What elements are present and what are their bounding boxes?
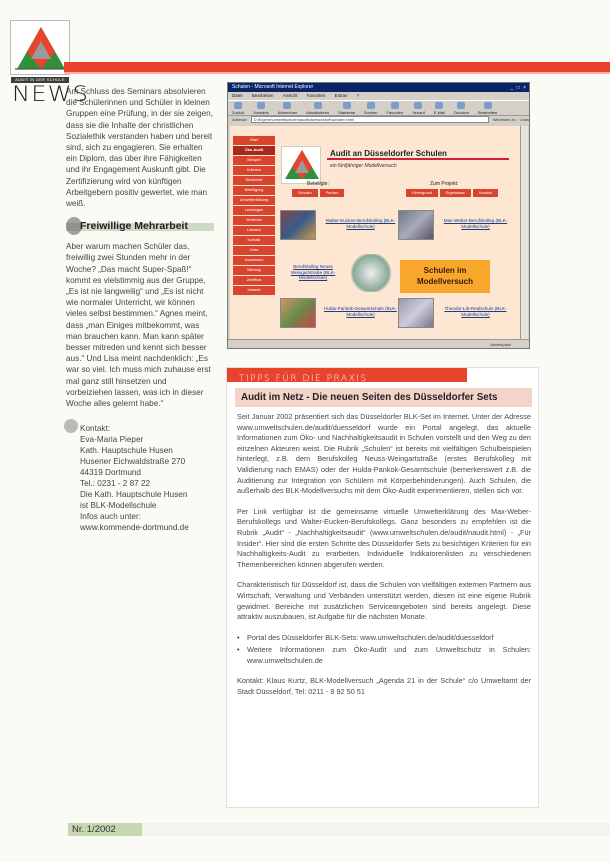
site-nav-item: Öko-Audit <box>233 146 275 155</box>
contact-line: 44319 Dortmund <box>80 468 141 478</box>
site-logo <box>281 146 321 184</box>
site-nav-item: Umwelterklärung <box>233 196 275 205</box>
beteiligte-label: Beteiligte: <box>307 181 329 187</box>
contact-line: ist BLK-Modellschule <box>80 501 157 511</box>
edit-icon <box>484 102 492 109</box>
projekt-label: Zum Projekt: <box>430 181 459 187</box>
address-field: D:\Eigene\umweltschulen\audit\duesseldorf\schulen.html <box>251 116 489 123</box>
site-nav-item: Zertifikat <box>233 276 275 285</box>
triangle-logo-icon <box>11 21 71 76</box>
toolbar-button: Bearbeiten <box>478 102 497 115</box>
tipps-headline: Audit im Netz - Die neuen Seiten des Düsseldorfer Sets <box>235 388 532 407</box>
header-red-band <box>64 62 610 72</box>
site-button: Kontakt <box>473 189 498 197</box>
site-nav-item: Start <box>233 136 275 145</box>
contact-block <box>66 419 214 533</box>
links-label: Links <box>519 117 529 122</box>
home-icon <box>343 102 351 109</box>
site-nav-item: Kontakt <box>233 236 275 245</box>
site-nav-item: Kriterien <box>233 166 275 175</box>
highlight-box: Schulen im Modellversuch <box>400 260 490 293</box>
school-link: Max-Weber-Berufskolleg (BLK-Modellschule) <box>443 218 508 229</box>
site-title: Audit an Düsseldorfer Schulen <box>330 149 447 158</box>
window-controls: _ □ × <box>510 85 527 91</box>
tipps-contact: Kontakt: Klaus Kurtz, BLK-Modellversuch „Agenda 21 in der Schule“ c/o Umweltamt der Stadt Düsseldorf, Tel: 0211 - 8 92 50 51 <box>237 676 531 697</box>
contact-line: Kontakt: <box>80 424 111 434</box>
site-nav-item: Beispiel <box>233 156 275 165</box>
site-nav-item: Sicherheit <box>233 176 275 185</box>
status-right: Arbeitsplatz <box>490 342 511 347</box>
contact-line: Husener Eichwaldstraße 270 <box>80 457 186 467</box>
menu-item: Datei <box>232 93 243 98</box>
projekt-buttons <box>406 189 498 197</box>
site-nav-item: Beteiligung <box>233 186 275 195</box>
tipps-paragraph: Per Link verfügbar ist die gemeinsame virtuelle Umwelterklärung des Max-Weber-Berufskollegs und Walter-Eucken-Berufskollegs. Ganz besonders zu empfehlen ist die Rubrik „Audit“ - „Nachhaltigkeitsaudit“ (www.umweltschulen.de/audit/naudit.html) - „Für Insider“. Hier sind die ersten Schritte des Düsseldorfer Sets zu besichtigen Kriterien für ein Nachhaltigkeits-Audit zu erarbeiten. Individuelle Indikatorenlisten zu verschiedenen Themenbereichen können abgerufen werden. <box>237 506 531 569</box>
site-subtitle: ein fünfjähriger Modellversuch <box>330 163 397 169</box>
list-item: • Weitere Informationen zum Öko-Audit und zum Umweltschutz in Schulen: www.umweltschulen.de <box>237 645 531 666</box>
tipps-paragraph: Charakteristisch für Düsseldorf ist, dass die Schulen von vielfältigen externen Partnern aus Wirtschaft, Verwaltung und Verbänden unterstützt werden, diesen ist eine eigene Rubrik gewidmet. Bereiche mit zusätzlichen Serviceangeboten sind bereits angelegt. Diese attraktiv auszubauen, ist Aufgabe für die nächsten Monate. <box>237 580 531 622</box>
site-button: Ergebnisse <box>440 189 471 197</box>
audit-logo <box>10 20 70 75</box>
tipps-banner <box>227 368 467 382</box>
toolbar-button: Abbrechen <box>278 102 297 115</box>
toolbar-button: Favoriten <box>387 102 404 115</box>
site-nav <box>233 136 275 296</box>
site-nav-item: Verfahren <box>233 216 275 225</box>
toolbar-button: Zurück <box>232 102 244 115</box>
site-button: Hintergrund <box>406 189 438 197</box>
menu-item: Ansicht <box>282 93 298 98</box>
footer-band <box>142 823 610 836</box>
site-nav-item: Links <box>233 246 275 255</box>
logo-caption: AUDIT IN DER SCHULE <box>11 77 69 83</box>
title-rule <box>327 158 509 160</box>
site-nav-item: Leistungen <box>233 206 275 215</box>
tipps-banner-text: TIPPS FÜR DIE PRAXIS <box>239 374 368 384</box>
tipps-paragraph: Seit Januar 2002 präsentiert sich das Düsseldorfer BLK-Set im Internet. Unter der Adresse www.umweltschulen.de/audit/duesseldorf wurde ein Portal angelegt, das aktuelle Informationen zum Öko- und Nachhaltigkeitsaudit in Schulen vorstellt und den Weg zu den einzelnen Akteuren weist. Die Rubrik „Schulen“ ist bereits mit vielfältigen Schulbeispielen hinterlegt, z.B. dem Berufskolleg Neuss-Weingartstraße (erstes Berufskolleg mit Validierung nach EMAS) oder der Hulda-Pankok-Gesamtschule (bemerkenswert z.B. die Auditierung zur Integration von Schülern mit Körperbehinderungen). Auch Schulen, die außerhalb des BLK-Modellversuchs mit dem Öko-Audit experimentieren, stellen sich vor. <box>237 412 531 496</box>
left-column <box>66 86 214 533</box>
forward-icon <box>257 102 265 109</box>
intro-paragraph: Am Schluss des Seminars absolvieren die Schülerinnen und Schüler in kleinen Gruppen eine Prüfung, in der sie zeigen, dass sie die Inhalte der christlichen Sozialethik verstanden haben und bereit sind, sich zu engagieren. Sie erhalten ein Diplom, das über ihre Fähigkeiten und ihr Engagement Auskunft gibt. Die Zertifizierung wird von künftigen Arbeitgebern positiv gewertet, wie man weiß. <box>66 87 214 209</box>
tipps-list <box>237 633 531 667</box>
triangle-logo-icon <box>282 147 322 185</box>
browser-toolbar <box>228 100 529 116</box>
toolbar-button: Startseite <box>338 102 355 115</box>
school-photo <box>398 210 434 240</box>
back-icon <box>234 102 242 109</box>
site-button: Partner <box>320 189 344 197</box>
site-button: Schulen <box>292 189 318 197</box>
tipps-box <box>226 367 539 808</box>
site-nav-item: Sitemap <box>233 266 275 275</box>
mail-icon <box>435 102 443 109</box>
status-bar <box>228 339 529 348</box>
contact-line: Eva-Maria Pieper <box>80 435 144 445</box>
search-icon <box>367 102 375 109</box>
toolbar-button: Vorwärts <box>253 102 269 115</box>
scrollbar <box>520 126 528 339</box>
contact-line: Tel.: 0231 - 2 87 22 <box>80 479 151 489</box>
menu-item: Favoriten <box>306 93 326 98</box>
stop-icon <box>283 102 291 109</box>
contact-line: Die Kath. Hauptschule Husen <box>80 490 188 500</box>
address-bar <box>228 116 529 124</box>
favorites-icon <box>391 102 399 109</box>
tipps-body <box>237 412 531 708</box>
issue-number: Nr. 1/2002 <box>68 823 142 836</box>
contact-line: Infos auch unter: <box>80 512 141 522</box>
toolbar-button: E-Mail <box>434 102 445 115</box>
toolbar-button: Verlauf <box>412 102 424 115</box>
body-paragraph: Aber warum machen Schüler das, freiwillig zwei Stunden mehr in der Woche? „Das macht Super-Spaß!“ kommt es vielstimmig aus der Gruppe, „Es ist nie langweilig“ und „Es ist nicht wie normaler Unterricht, wir können vieles selbst bestimmen.“ Agnes meint, dass „man Einiges mitbekommt, was man brauchen kann. Man kann später besser mitreden und kennt sich besser aus.“ Und Lisa meint nachdenklich: „Es war so viel. Ich muss mich zuhause erst mal ganz still hinsetzen und vorbeiziehen lassen, was ich in dieser Woche alles gelernt habe.“ <box>66 242 211 409</box>
school-photo <box>280 298 316 328</box>
print-icon <box>457 102 465 109</box>
site-nav-item: Intranet <box>233 286 275 295</box>
beteiligte-buttons <box>292 189 344 197</box>
list-item: • Portal des Düsseldorfer BLK-Sets: www.umweltschulen.de/audit/duesseldorf <box>237 633 531 644</box>
toolbar-button: Aktualisieren <box>306 102 329 115</box>
refresh-icon <box>314 102 322 109</box>
history-icon <box>414 102 422 109</box>
news-heading: NEWS <box>12 82 90 106</box>
toolbar-button: Suchen <box>364 102 378 115</box>
browser-title: Schulen - Microsoft Internet Explorer <box>232 84 314 90</box>
school-link: Walter-Eucken-Berufskolleg (BLK-Modellschule) <box>325 218 396 229</box>
subheading-block <box>66 217 214 235</box>
school-link: Theodor-Litt-Realschule (BLK-Modellschule) <box>444 306 507 317</box>
school-photo <box>280 210 316 240</box>
contact-link: www.kommende-dortmund.de <box>80 523 189 533</box>
school-link: Hulda-Pankok-Gesamtschule (BLK-Modellschule) <box>324 306 397 317</box>
site-nav-item: Impressum <box>233 256 275 265</box>
go-label: Wechseln zu <box>492 117 516 122</box>
browser-screenshot <box>227 82 530 349</box>
menu-item: ? <box>356 93 360 98</box>
school-photo <box>398 298 434 328</box>
subheading: Freiwillige Mehrarbeit <box>80 220 188 233</box>
contact-line: Kath. Hauptschule Husen <box>80 446 173 456</box>
menu-item: Extras <box>334 93 348 98</box>
web-page <box>230 126 520 339</box>
toolbar-button: Drucken <box>454 102 469 115</box>
menu-item: Bearbeiten <box>251 93 274 98</box>
browser-titlebar <box>228 83 529 92</box>
site-nav-item: Literatur <box>233 226 275 235</box>
address-label: Adresse <box>232 117 247 122</box>
school-link: Berufskolleg Neuss Weingartstraße (BLK-Modellschule) <box>290 264 336 280</box>
browser-menubar <box>228 92 529 100</box>
scales-icon <box>348 254 394 292</box>
